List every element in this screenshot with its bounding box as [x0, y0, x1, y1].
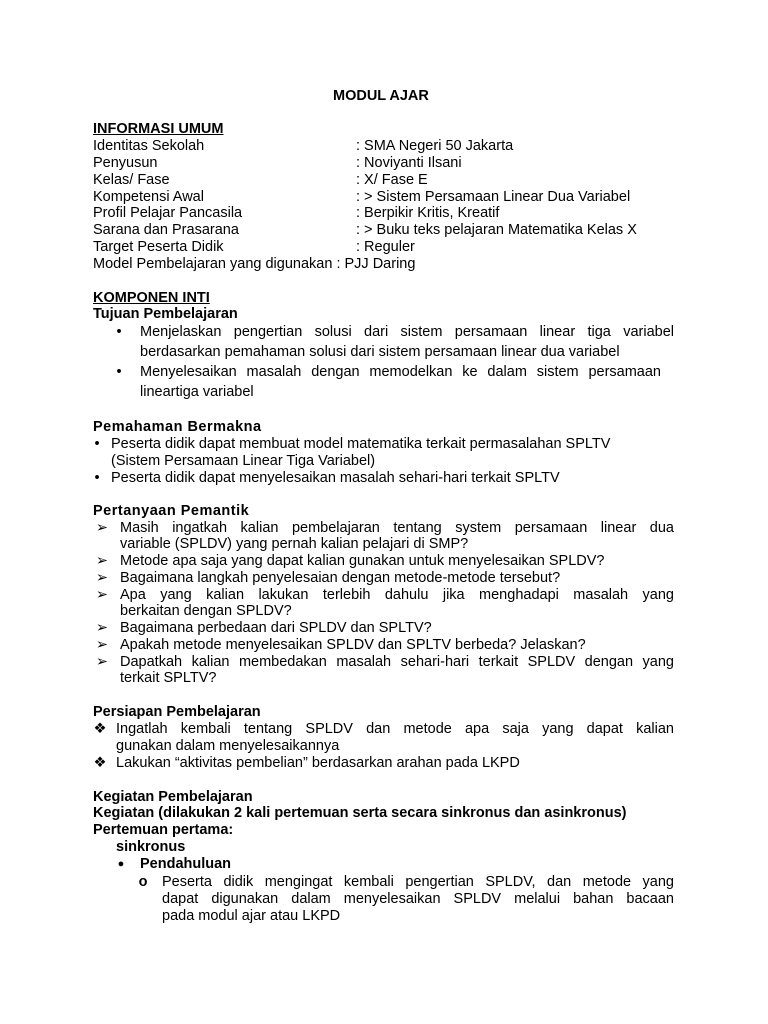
info-label-penyusun: Penyusun	[93, 155, 158, 171]
pertemuan-heading: Pertemuan pertama:	[93, 822, 234, 838]
info-label-identitas: Identitas Sekolah	[93, 138, 205, 154]
subheading-kegiatan: Kegiatan Pembelajaran	[93, 789, 253, 805]
info-value-kelas: : X/ Fase E	[356, 172, 428, 188]
persiapan-item-2: Lakukan “aktivitas pembelian” berdasarkan arahan pada LKPD	[116, 755, 520, 771]
bullet-dot-icon: •	[94, 436, 100, 452]
pertanyaan-item-7-line2: terkait SPLTV?	[120, 670, 217, 686]
pertanyaan-item-1-line2: variable (SPLDV) yang pernah kalian pelajari di SMP?	[120, 536, 469, 552]
info-label-kelas: Kelas/ Fase	[93, 172, 170, 188]
arrow-bullet-icon: ➢	[95, 553, 109, 569]
info-value-profil: : Berpikir Kritis, Kreatif	[356, 205, 500, 221]
pendahuluan-item-line2: dapat digunakan dalam menyelesaikan SPLDV melalui bahan bacaan	[162, 891, 674, 907]
info-label-target: Target Peserta Didik	[93, 239, 224, 255]
diamond-bullet-icon: ❖	[93, 721, 107, 737]
tujuan-item-1-line2: berdasarkan pemahaman solusi dari sistem persamaan linear dua variabel	[140, 344, 620, 360]
pertanyaan-item-3: Bagaimana langkah penyelesaian dengan metode-metode tersebut?	[120, 570, 561, 586]
section-heading-informasi-umum: INFORMASI UMUM	[93, 121, 224, 137]
pendahuluan-item-line1: Peserta didik mengingat kembali pengertian SPLDV, dan metode yang	[162, 874, 674, 890]
arrow-bullet-icon: ➢	[95, 587, 109, 603]
bullet-dot-icon: ●	[117, 858, 125, 870]
bullet-dot-icon: •	[116, 324, 122, 340]
pemahaman-item-1-line1: Peserta didik dapat membuat model matematika terkait permasalahan SPLTV	[111, 436, 611, 452]
subheading-pemahaman: Pemahaman Bermakna	[93, 419, 262, 435]
pendahuluan-item-line3: pada modul ajar atau LKPD	[162, 908, 341, 924]
diamond-bullet-icon: ❖	[93, 755, 107, 771]
pertanyaan-item-4-line2: berkaitan dengan SPLDV?	[120, 603, 292, 619]
tujuan-item-1-line1: Menjelaskan pengertian solusi dari sistem persamaan linear tiga variabel	[140, 324, 674, 340]
arrow-bullet-icon: ➢	[95, 520, 109, 536]
info-label-kompetensi: Kompetensi Awal	[93, 189, 204, 205]
arrow-bullet-icon: ➢	[95, 620, 109, 636]
mode-label: sinkronus	[116, 839, 186, 855]
tujuan-item-2-line2: lineartiga variabel	[140, 384, 254, 400]
info-value-identitas: : SMA Negeri 50 Jakarta	[356, 138, 514, 154]
arrow-bullet-icon: ➢	[95, 654, 109, 670]
pertanyaan-item-6: Apakah metode menyelesaikan SPLDV dan SPLTV berbeda? Jelaskan?	[120, 637, 586, 653]
persiapan-item-1-line1: Ingatlah kembali tentang SPLDV dan metode apa saja yang dapat kalian	[116, 721, 674, 737]
document-title: MODUL AJAR	[333, 88, 429, 104]
subheading-persiapan: Persiapan Pembelajaran	[93, 704, 261, 720]
pertanyaan-item-1-line1: Masih ingatkah kalian pembelajaran tentang system persamaan linear dua	[120, 520, 674, 536]
pemahaman-item-1-line2: (Sistem Persamaan Linear Tiga Variabel)	[111, 453, 376, 469]
arrow-bullet-icon: ➢	[95, 637, 109, 653]
tujuan-item-2-line1: Menyelesaikan masalah dengan memodelkan ke dalam sistem persamaan	[140, 364, 661, 380]
pendahuluan-heading: Pendahuluan	[140, 856, 232, 872]
arrow-bullet-icon: ➢	[95, 570, 109, 586]
info-value-kompetensi: : > Sistem Persamaan Linear Dua Variabel	[356, 189, 631, 205]
subheading-pertanyaan: Pertanyaan Pemantik	[93, 503, 250, 519]
info-value-penyusun: : Noviyanti Ilsani	[356, 155, 462, 171]
persiapan-item-1-line2: gunakan dalam menyelesaikannya	[116, 738, 340, 754]
kegiatan-subtitle: Kegiatan (dilakukan 2 kali pertemuan serta secara sinkronus dan asinkronus)	[93, 805, 627, 821]
info-value-sarana: : > Buku teks pelajaran Matematika Kelas X	[356, 222, 637, 238]
pertanyaan-item-5: Bagaimana perbedaan dari SPLDV dan SPLTV?	[120, 620, 432, 636]
subheading-tujuan: Tujuan Pembelajaran	[93, 306, 238, 322]
pemahaman-item-2-line1: Peserta didik dapat menyelesaikan masalah sehari-hari terkait SPLTV	[111, 470, 560, 486]
pertanyaan-item-2: Metode apa saja yang dapat kalian gunakan untuk menyelesaikan SPLDV?	[120, 553, 605, 569]
pertanyaan-item-4-line1: Apa yang kalian lakukan terlebih dahulu jika menghadapi masalah yang	[120, 587, 674, 603]
bullet-dot-icon: •	[94, 470, 100, 486]
info-label-profil: Profil Pelajar Pancasila	[93, 205, 243, 221]
info-label-sarana: Sarana dan Prasarana	[93, 222, 239, 238]
bullet-dot-icon: •	[116, 364, 122, 380]
circle-bullet-icon: o	[138, 874, 148, 890]
info-value-target: : Reguler	[356, 239, 415, 255]
section-heading-komponen-inti: KOMPONEN INTI	[93, 290, 210, 306]
info-model-line: Model Pembelajaran yang digunakan : PJJ Daring	[93, 256, 416, 272]
pertanyaan-item-7-line1: Dapatkah kalian membedakan masalah sehari-hari terkait SPLDV dengan yang	[120, 654, 674, 670]
